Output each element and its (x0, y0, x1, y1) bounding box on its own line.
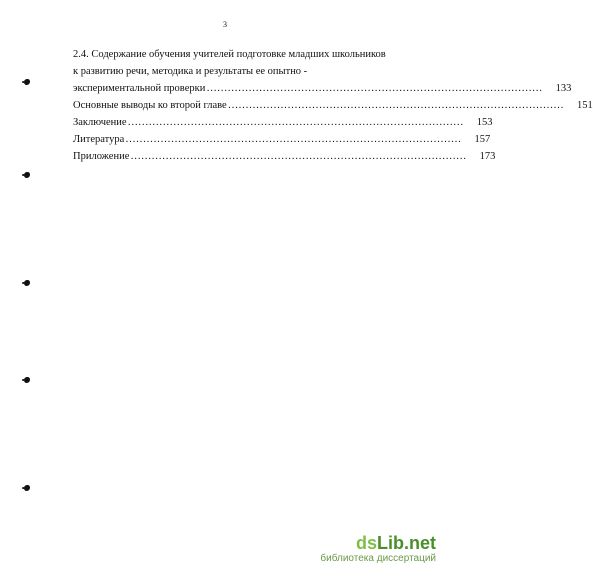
toc-leader-dots: …………………………………………………………………………………… (130, 151, 467, 162)
toc-entry-page: 157 (474, 134, 491, 145)
toc-entry (73, 80, 572, 97)
watermark-subtitle: библиотека диссертаций (320, 553, 436, 564)
toc-entry-page: 153 (476, 117, 493, 128)
toc-entry-page: 133 (555, 83, 572, 94)
toc-entry-label: Основные выводы ко второй главе (73, 100, 227, 111)
toc-leader-dots: …………………………………………………………………………………… (227, 100, 564, 111)
toc-entry (73, 97, 593, 114)
dslib-logo (320, 534, 436, 552)
toc-leader-dots: …………………………………………………………………………………… (206, 83, 543, 94)
dslib-watermark (320, 534, 436, 564)
toc-entry-label: Заключение (73, 117, 127, 128)
toc-entry (73, 148, 496, 165)
toc-heading-line-1: 2.4. Содержание обучения учителей подготовке младших школьников (73, 49, 386, 60)
binding-hole-mark (24, 172, 30, 178)
binding-hole-mark (24, 485, 30, 491)
toc-leader-dots: …………………………………………………………………………………… (125, 134, 462, 145)
toc-leader-dots: …………………………………………………………………………………… (127, 117, 464, 128)
toc-entry-label: Приложение (73, 151, 130, 162)
toc-entry-label: Литература (73, 134, 125, 145)
toc-heading-line-2: к развитию речи, методика и результаты ее опытно - (73, 66, 308, 77)
binding-hole-mark (24, 280, 30, 286)
logo-lib: Lib.net (377, 533, 436, 553)
toc-entry-page: 151 (576, 100, 593, 111)
page-number: 3 (223, 20, 227, 29)
toc-entry-page: 173 (479, 151, 496, 162)
toc-entry (73, 114, 493, 131)
binding-hole-mark (24, 79, 30, 85)
table-of-contents (73, 46, 593, 165)
logo-ds: ds (355, 533, 377, 553)
toc-entry-label: экспериментальной проверки (73, 83, 206, 94)
toc-entry (73, 131, 491, 148)
binding-hole-mark (24, 377, 30, 383)
